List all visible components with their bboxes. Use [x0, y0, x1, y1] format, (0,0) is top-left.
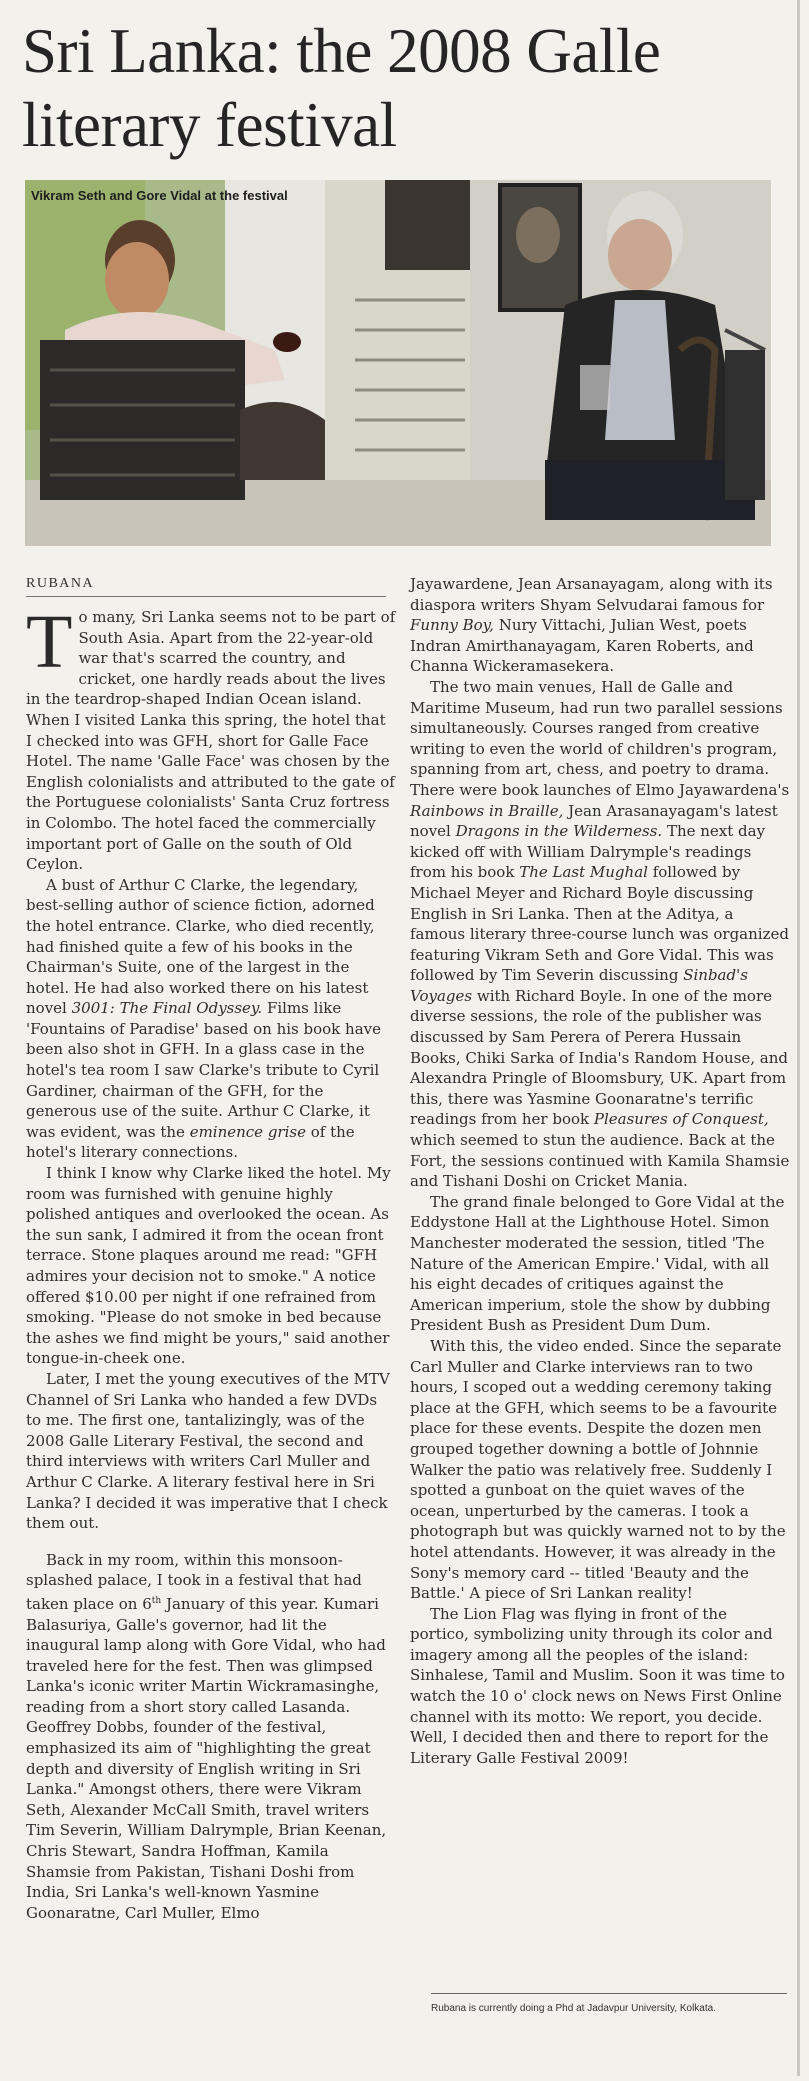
byline: RUBANA — [26, 576, 386, 597]
paragraph-3: I think I know why Clarke liked the hotel. My room was furnished with genuine highly polished antiques and overlooked the ocean. As the sun sank, I admired it from the ocean front terrace. Stone plaques around me read: "GFH admires your decision not to smoke." A notice offered $10.00 per night if one refrained from smoking. "Please do not smoke in bed because the ashes we find might be yours," said another tongue-in-cheek one. — [26, 1164, 391, 1368]
article-column-left — [26, 600, 396, 1923]
paragraph-5-continued: Jayawardene, Jean Arsanayagam, along with its diaspora writers Shyam Selvudarai famous for Funny Boy, Nury Vittachi, Julian West, poets Indran Amirthanayagam, Karen Roberts, and Channa Wickeramasekera. — [410, 575, 773, 676]
paragraph-4: Later, I met the young executives of the MTV Channel of Sri Lanka who handed a few DVDs to me. The first one, tantalizingly, was of the 2008 Galle Literary Festival, the second and third interviews with writers Carl Muller and Arthur C Clarke. A literary festival here in Sri Lanka? I decided it was imperative that I check them out. — [26, 1369, 390, 1533]
paragraph-5: Back in my room, within this monsoon-splashed palace, I took in a festival that had taken place on 6th January of this year. Kumari Balasuriya, Galle's governor, had lit the inaugural lamp along with Gore Vidal, who had traveled here for the fest. Then was glimpsed Lanka's iconic writer Martin Wickramasinghe, reading from a short story called Lasanda. Geoffrey Dobbs, founder of the festival, emphasized its aim of "highlighting the great depth and diversity of English writing in Sri Lanka." Amongst others, there were Vikram Seth, Alexander McCall Smith, travel writers Tim Severin, William Dalrymple, Brian Keenan, Chris Stewart, Sandra Hoffman, Kamila Shamsie from Pakistan, Tishani Doshi from India, Sri Lanka's well-known Yasmine Goonaratne, Carl Muller, Elmo — [26, 1550, 387, 1922]
festival-photo — [25, 180, 771, 546]
drop-cap: T — [26, 600, 73, 684]
photo-illustration — [25, 180, 771, 546]
paragraph-8: With this, the video ended. Since the separate Carl Muller and Clarke interviews ran to two hours, I scoped out a wedding ceremony taking place at the GFH, which seems to be a favourite place for these events. Despite the dozen men grouped together downing a bottle of Johnnie Walker the patio was relatively free. Suddenly I spotted a gunboat on the quiet waves of the ocean, unperturbed by the cameras. I took a photograph but was quickly warned not to by the hotel attendants. However, it was already in the Sony's memory card -- titled 'Beauty and the Battle.' A piece of Sri Lankan reality! — [410, 1336, 786, 1603]
paragraph-9: The Lion Flag was flying in front of the portico, symbolizing unity through its color and imagery among all the peoples of the island: Sinhalese, Tamil and Muslim. Soon it was time to watch the 10 o' clock news on News First Online channel with its motto: We report, you decide. Well, I decided then and there to report for the Literary Galle Festival 2009! — [410, 1604, 785, 1767]
paragraph-6: The two main venues, Hall de Galle and Maritime Museum, had run two parallel sessions simultaneously. Courses ranged from creative writing to even the world of children's program, spanning from art, chess, and poetry to drama. There were book launches of Elmo Jayawardena's Rainbows in Braille, Jean Arasanayagam's latest novel Dragons in the Wilderness. The next day kicked off with William Dalrymple's readings from his book The Last Mughal followed by Michael Meyer and Richard Boyle discussing English in Sri Lanka. Then at the Aditya, a famous literary three-course lunch was organized featuring Vikram Seth and Gore Vidal. This was followed by Tim Severin discussing Sinbad's Voyages with Richard Boyle. In one of the more diverse sessions, the role of the publisher was discussed by Sam Perera of Perera Hussain Books, Chiki Sarka of India's Random House, and Alexandra Pringle of Bloomsbury, UK. Apart from this, there was Yasmine Goonaratne's terrific readings from her book Pleasures of Conquest, which seemed to stun the audience. Back at the Fort, the sessions continued with Kamila Shamsie and Tishani Doshi on Cricket Mania. — [410, 677, 790, 1191]
photo-caption: Vikram Seth and Gore Vidal at the festival — [31, 188, 288, 203]
article-column-right — [410, 574, 790, 1768]
paragraph-1: To many, Sri Lanka seems not to be part of South Asia. Apart from the 22-year-old war that's scarred the country, and cricket, one hardly reads about the lives in the teardrop-shaped Indian Ocean island. When I visited Lanka this spring, the hotel that I checked into was GFH, short for Galle Face Hotel. The name 'Galle Face' was chosen by the English colonialists and attributed to the gate of the Portuguese colonialists' Santa Cruz fortress in Colombo. The hotel faced the commercially important port of Galle on the south of Old Ceylon. — [26, 600, 396, 874]
paragraph-7: The grand finale belonged to Gore Vidal at the Eddystone Hall at the Lighthouse Hotel. Simon Manchester moderated the session, titled 'The Nature of the American Empire.' Vidal, with all his eight decades of critiques against the American imperium, stole the show by dubbing President Bush as President Dum Dum. — [410, 1192, 785, 1335]
author-bio: Rubana is currently doing a Phd at Jadavpur University, Kolkata. — [431, 2003, 716, 2014]
bio-divider — [431, 1993, 787, 1994]
paragraph-2: A bust of Arthur C Clarke, the legendary, best-selling author of science fiction, adorned the hotel entrance. Clarke, who died recently, had finished quite a few of his books in the Chairman's Suite, one of the largest in the hotel. He had also worked there on his latest novel 3001: The Final Odyssey. Films like 'Fountains of Paradise' based on his book have been also shot in GFH. In a glass case in the hotel's tea room I saw Clarke's tribute to Cyril Gardiner, chairman of the GFH, for the generous use of the suite. Arthur C Clarke, it was evident, was the eminence grise of the hotel's literary connections. — [26, 875, 381, 1162]
headline: Sri Lanka: the 2008 Galle literary festival — [22, 16, 661, 160]
